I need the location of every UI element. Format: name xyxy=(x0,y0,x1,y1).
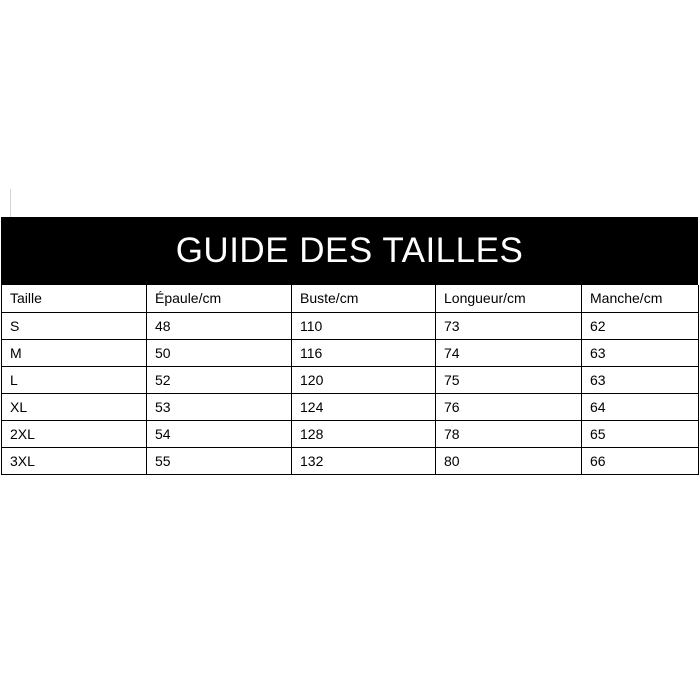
cell-length: 74 xyxy=(436,339,582,366)
cell-shoulder: 52 xyxy=(147,366,292,393)
cell-sleeve: 65 xyxy=(582,420,699,447)
cell-shoulder: 50 xyxy=(147,339,292,366)
cell-length: 73 xyxy=(436,312,582,339)
cell-size: 2XL xyxy=(2,420,147,447)
column-header-length: Longueur/cm xyxy=(436,285,582,312)
cell-chest: 128 xyxy=(292,420,436,447)
column-header-size: Taille xyxy=(2,285,147,312)
cell-chest: 132 xyxy=(292,447,436,474)
size-guide xyxy=(1,217,698,475)
size-table xyxy=(1,285,699,475)
table-row xyxy=(2,447,699,474)
cell-shoulder: 53 xyxy=(147,393,292,420)
cell-size: L xyxy=(2,366,147,393)
cell-chest: 120 xyxy=(292,366,436,393)
cell-length: 78 xyxy=(436,420,582,447)
table-header-row xyxy=(2,285,699,312)
cell-sleeve: 62 xyxy=(582,312,699,339)
table-row xyxy=(2,420,699,447)
table-row xyxy=(2,312,699,339)
cell-shoulder: 55 xyxy=(147,447,292,474)
cell-chest: 110 xyxy=(292,312,436,339)
table-row xyxy=(2,339,699,366)
cell-shoulder: 48 xyxy=(147,312,292,339)
size-guide-title: GUIDE DES TAILLES xyxy=(1,217,698,285)
table-row xyxy=(2,366,699,393)
cell-shoulder: 54 xyxy=(147,420,292,447)
cell-size: M xyxy=(2,339,147,366)
column-header-chest: Buste/cm xyxy=(292,285,436,312)
cell-sleeve: 66 xyxy=(582,447,699,474)
column-header-sleeve: Manche/cm xyxy=(582,285,699,312)
cell-size: S xyxy=(2,312,147,339)
table-row xyxy=(2,393,699,420)
cell-length: 80 xyxy=(436,447,582,474)
cell-sleeve: 64 xyxy=(582,393,699,420)
cell-length: 75 xyxy=(436,366,582,393)
decorative-divider-line xyxy=(10,189,11,217)
cell-chest: 124 xyxy=(292,393,436,420)
cell-size: 3XL xyxy=(2,447,147,474)
cell-chest: 116 xyxy=(292,339,436,366)
cell-size: XL xyxy=(2,393,147,420)
column-header-shoulder: Épaule/cm xyxy=(147,285,292,312)
cell-sleeve: 63 xyxy=(582,339,699,366)
cell-sleeve: 63 xyxy=(582,366,699,393)
cell-length: 76 xyxy=(436,393,582,420)
